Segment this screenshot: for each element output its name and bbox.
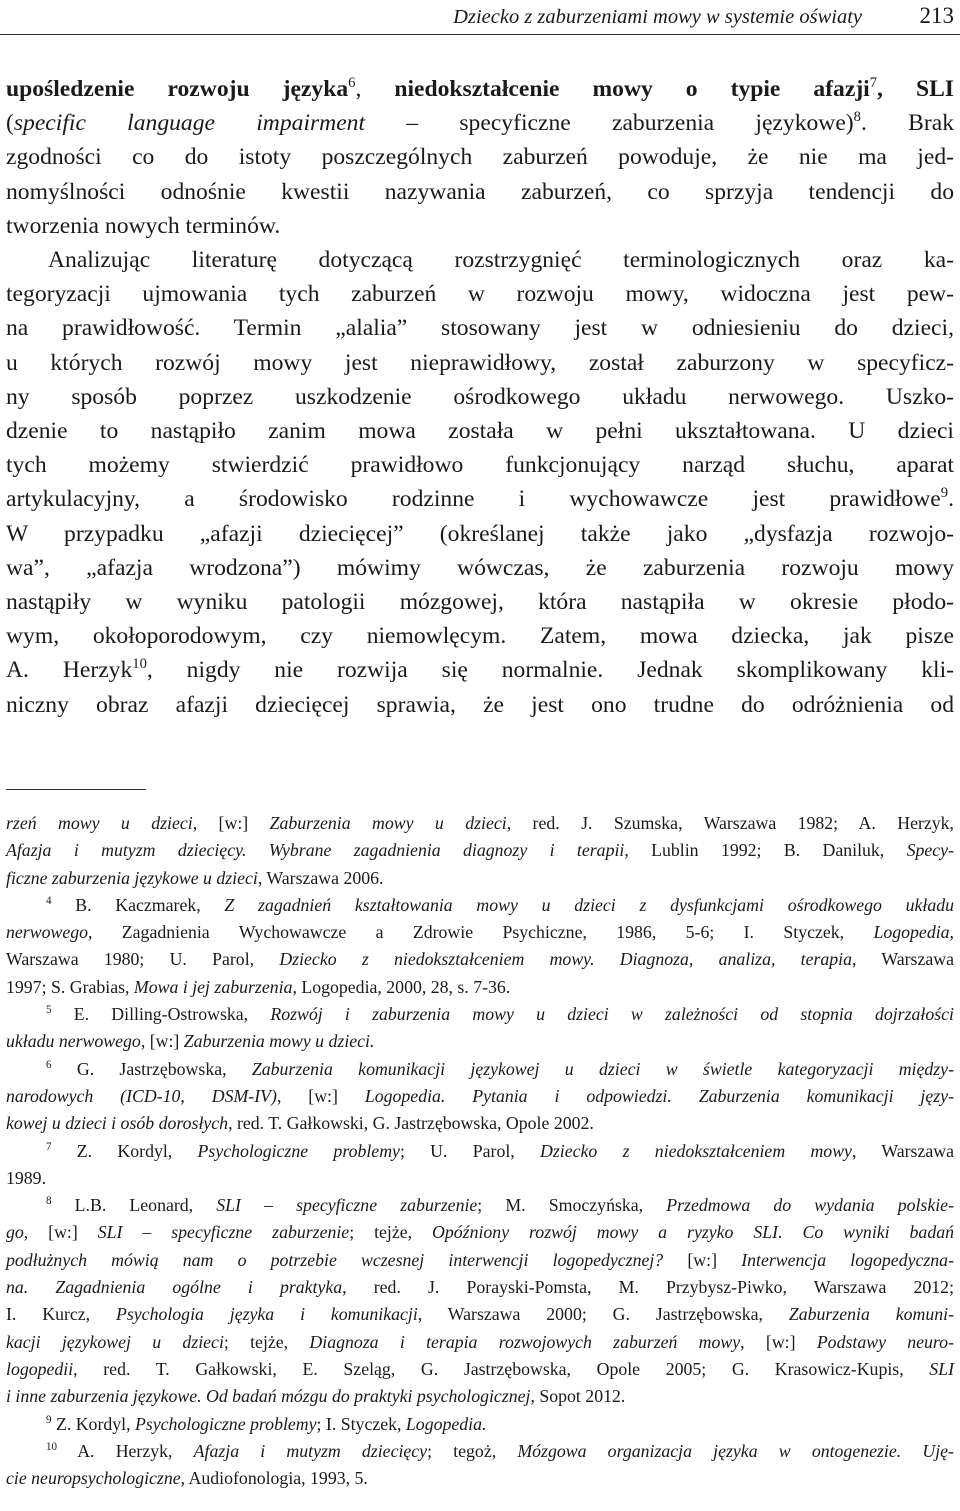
text-span: I. Kurcz, xyxy=(6,1304,116,1325)
text-line: Analizując literaturę dotyczącą rozstrzygnięć terminologicznych oraz ka- xyxy=(48,247,954,274)
text-span: 1997; S. Grabias, xyxy=(6,976,134,997)
footnote-ref: 10 xyxy=(132,656,147,673)
italic-span: Dziecko z niedokształceniem mowy. Diagnoza, analiza, terapia xyxy=(279,949,853,970)
text-span: , Lublin 1992; B. Daniluk, xyxy=(624,840,907,861)
text-span: , [w:] xyxy=(140,1031,184,1052)
italic-span: Interwencja logopedyczna xyxy=(741,1249,949,1270)
italic-span: Podstawy neuro- xyxy=(816,1331,954,1352)
italic-span: kowej u dzieci i osób dorosłych xyxy=(6,1113,229,1134)
footnote-number: 9 xyxy=(46,1413,52,1426)
text-span: [w:] xyxy=(663,1249,742,1270)
italic-span: Logopedia. Pytania i odpowiedzi. Zaburzenia komunikacji języ- xyxy=(364,1085,954,1106)
italic-span: kacji językowej u dzieci xyxy=(6,1331,224,1352)
text-span: . xyxy=(948,486,954,513)
text-span: 1989. xyxy=(6,1167,47,1188)
italic-span: Zaburzenia komuni- xyxy=(788,1304,954,1325)
text-line: u których rozwój mowy jest nieprawidłowy, został zaburzony w specyficz- xyxy=(6,349,954,376)
footnote-line xyxy=(6,1356,954,1383)
text-span: , red. T. Gałkowski, G. Jastrzębowska, Opole 2002. xyxy=(228,1113,594,1134)
footnote-line xyxy=(6,865,954,892)
italic-span: go xyxy=(6,1222,24,1243)
footnote-line xyxy=(6,1274,954,1301)
footnote-10 xyxy=(6,1438,954,1493)
text-span: A. Herzyk xyxy=(6,657,133,684)
footnote-8 xyxy=(6,1192,954,1410)
text-span: Warszawa 1980; U. Parol, xyxy=(6,949,280,970)
text-span: , [w:] xyxy=(192,813,270,833)
footnote-line xyxy=(6,892,954,919)
footnote-9 xyxy=(6,1411,954,1438)
text-span: , Audiofonologia, 1993, 5. xyxy=(180,1468,368,1489)
text-line: na prawidłowość. Termin „alalia” stosowany jest w odniesieniu do dzieci, xyxy=(6,315,954,342)
footnote-line xyxy=(6,1056,954,1083)
italic-span: SLI – specyficzne zaburzenie xyxy=(216,1195,478,1216)
text-span: , [w:] xyxy=(23,1222,98,1243)
footnote-number: 5 xyxy=(46,1004,52,1017)
bold-term: , SLI xyxy=(877,76,954,102)
italic-span: Logopedia xyxy=(873,922,950,943)
text-span: , red. J. Porayski-Pomsta, M. Przybysz-Piwko, Warszawa 2012; xyxy=(342,1277,955,1298)
bold-term: niedokształcenie mowy o typie afazji xyxy=(394,76,870,102)
text-span: , nigdy nie rozwija się normalnie. Jednak skomplikowany kli- xyxy=(146,657,954,684)
text-line: tych możemy stwierdzić prawidłowo funkcjonujący narząd słuchu, aparat xyxy=(6,452,954,479)
text-span: , xyxy=(355,76,395,102)
text-span: , Warszawa 2000; G. Jastrzębowska, xyxy=(417,1304,789,1325)
italic-span: nerwowego xyxy=(6,922,88,943)
italic-span: narodowych (ICD-10, DSM-IV) xyxy=(6,1085,277,1106)
footnotes xyxy=(6,810,954,1492)
text-span: , Warszawa xyxy=(851,1140,954,1161)
italic-span: Psychologia języka i komunikacji xyxy=(116,1304,418,1325)
footnote-line xyxy=(6,837,954,864)
italic-span: cie neuropsychologiczne xyxy=(6,1468,181,1489)
footnote-line xyxy=(6,810,954,837)
text-span: ; I. Styczek, xyxy=(316,1413,406,1434)
italic-span: Zaburzenia mowy u dzieci. xyxy=(183,1031,375,1052)
text-line: W przypadku „afazji dziecięcej” (określanej także jako „dysfazja rozwojo- xyxy=(6,520,954,547)
text-line: nomyślności odnośnie kwestii nazywania zaburzeń, co sprzyja tendencji do xyxy=(6,178,954,205)
text-span: Z. Kordyl, xyxy=(51,1140,198,1161)
text-span: ; M. Smoczyńska, xyxy=(477,1195,667,1216)
text-span: , [w:] xyxy=(276,1085,365,1106)
italic-span: Mowa i jej zaburzenia xyxy=(133,976,293,997)
italic-span: Przedmowa do wydania polskie- xyxy=(666,1195,954,1216)
italic-span: Psychologiczne problemy xyxy=(134,1413,317,1434)
italic-span: Afazja i mutyzm dziecięcy. Wybrane zagadnienia diagnozy i terapii xyxy=(6,840,625,861)
text-line: zgodności co do istoty poszczególnych zaburzeń powoduje, że nie ma jed- xyxy=(6,144,954,171)
footnote-line xyxy=(6,1438,954,1465)
italic-span: Zaburzenia mowy u dzieci xyxy=(269,813,507,833)
bold-term: upośledzenie rozwoju języka xyxy=(6,76,349,102)
footnote-line xyxy=(6,1138,954,1165)
text-span: , red. J. Szumska, Warszawa 1982; A. Herzyk, xyxy=(506,813,955,833)
text-span: L.B. Leonard, xyxy=(51,1195,217,1216)
italic-span: SLI – specyficzne zaburzenie xyxy=(97,1222,350,1243)
footnote-line xyxy=(6,1383,954,1410)
text-span: , [w:] xyxy=(740,1331,817,1352)
italic-span: układu nerwowego xyxy=(6,1031,141,1052)
footnote-4 xyxy=(6,892,954,1001)
footnote-line xyxy=(6,1192,954,1219)
text-span: , Sopot 2012. xyxy=(530,1386,626,1407)
footnote-line xyxy=(6,1083,954,1110)
text-span: ; tegoż, xyxy=(427,1440,518,1461)
page-number: 213 xyxy=(919,3,954,28)
italic-span: Rozwój i zaburzenia mowy u dzieci w zależności od stopnia dojrzałości xyxy=(270,1004,954,1025)
italic-span: Opóźniony rozwój mowy a ryzyko SLI. Co wyniki badań xyxy=(432,1222,954,1243)
text-line xyxy=(6,106,954,140)
italic-span: logopedii xyxy=(6,1358,74,1379)
footnote-line xyxy=(6,974,954,1001)
italic-span: Z zagadnień kształtowania mowy u dzieci z dysfunkcjami ośrodkowego układu xyxy=(224,894,954,915)
footnote-line xyxy=(6,919,954,946)
italic-span: Logopedia. xyxy=(405,1413,487,1434)
paragraph-2 xyxy=(6,243,954,722)
footnote-line xyxy=(6,1165,954,1192)
paragraph-1 xyxy=(6,72,954,243)
footnote-line xyxy=(6,1028,954,1055)
text-span: , Warszawa 2006. xyxy=(257,867,384,888)
footnote-line xyxy=(6,1247,954,1274)
text-line: dzenie to nastąpiło zanim mowa została w pełni ukształtowana. U dzieci xyxy=(6,418,954,445)
italic-span: na. Zagadnienia ogólne i praktyka xyxy=(6,1277,343,1298)
footnote-7 xyxy=(6,1138,954,1193)
italic-span: Afazja i mutyzm dziecięcy xyxy=(193,1440,428,1461)
italic-span: ficzne zaburzenia językowe u dzieci xyxy=(6,867,258,888)
italic-span: i inne zaburzenia językowe. Od badań mózgu do praktyki psychologicznej xyxy=(6,1386,531,1407)
footnote-number: 10 xyxy=(46,1441,58,1453)
italic-span: rzeń mowy u dzieci xyxy=(6,813,193,833)
text-line xyxy=(6,72,954,106)
footnote-line xyxy=(6,1465,954,1492)
italic-span: SLI xyxy=(929,1358,954,1379)
text-span: . Brak xyxy=(860,110,955,137)
footnote-number: 6 xyxy=(46,1058,52,1071)
italic-span: - xyxy=(948,1249,954,1270)
text-span: , red. T. Gałkowski, E. Szeląg, G. Jastrzębowska, Opole 2005; G. Krasowicz-Kupis, xyxy=(73,1358,930,1379)
text-line: wa”, „afazja wrodzona”) mówimy wówczas, że zaburzenia rozwoju mowy xyxy=(6,554,954,581)
text-span: , xyxy=(949,922,954,943)
footnote-number: 8 xyxy=(46,1195,52,1208)
footnote-6 xyxy=(6,1056,954,1138)
text-span: G. Jastrzębowska, xyxy=(51,1058,252,1079)
italic-span: Zaburzenia komunikacji językowej u dzieci w świetle kategoryzacji między- xyxy=(251,1058,954,1079)
footnote-line xyxy=(6,1110,954,1137)
footnote-separator xyxy=(6,789,146,790)
footnote-line xyxy=(6,1301,954,1328)
text-span: Z. Kordyl, xyxy=(51,1413,135,1434)
text-line: ny sposób poprzez uszkodzenie ośrodkowego układu nerwowego. Uszko- xyxy=(6,383,954,410)
italic-span: Diagnoza i terapia rozwojowych zaburzeń mowy xyxy=(309,1331,741,1352)
footnote-line xyxy=(6,1219,954,1246)
text-span: ; tejże, xyxy=(349,1222,433,1243)
text-span: , Logopedia, 2000, 28, s. 7-36. xyxy=(292,976,511,997)
footnote-line xyxy=(6,1001,954,1028)
text-line: tworzenia nowych terminów. xyxy=(6,212,281,239)
text-line: nastąpiły w wyniku patologii mózgowej, która nastąpiła w okresie płodo- xyxy=(6,589,954,616)
text-span: E. Dilling-Ostrowska, xyxy=(51,1004,271,1025)
text-span: , Warszawa xyxy=(852,949,954,970)
footnote-ref: 7 xyxy=(869,74,878,91)
footnote-continuation xyxy=(6,810,954,892)
text-span: A. Herzyk, xyxy=(57,1440,194,1461)
footnote-line xyxy=(6,946,954,973)
italic-span: Specy- xyxy=(906,840,954,861)
footnote-line xyxy=(6,1411,954,1438)
footnote-ref: 6 xyxy=(348,74,356,91)
text-line xyxy=(6,653,954,687)
text-line xyxy=(6,482,954,516)
italic-span: Dziecko z niedokształceniem mowy xyxy=(540,1140,852,1161)
text-line: niczny obraz afazji dziecięcej sprawia, że jest ono trudne do odróżnienia od xyxy=(6,691,954,718)
running-title: Dziecko z zaburzeniami mowy w systemie oświaty xyxy=(453,6,862,28)
text-span: ; tejże, xyxy=(223,1331,310,1352)
running-header xyxy=(0,0,960,35)
footnote-ref: 8 xyxy=(853,109,861,126)
text-span: B. Kaczmarek, xyxy=(51,894,225,915)
italic-span: Psychologiczne problemy xyxy=(197,1140,400,1161)
footnote-5 xyxy=(6,1001,954,1056)
main-text xyxy=(6,72,954,722)
italic-term: specific language impairment xyxy=(13,110,366,137)
italic-span: podłużnych mówią nam o potrzebie wczesnej interwencji logopedycznej? xyxy=(6,1249,664,1270)
text-span: ; U. Parol, xyxy=(399,1140,541,1161)
italic-span: Mózgowa organizacja języka w ontogenezie. Uję- xyxy=(517,1440,954,1461)
text-span: artykulacyjny, a środowisko rodzinne i wychowawcze jest prawidłowe xyxy=(6,486,941,513)
text-span: , Zagadnienia Wychowawcze a Zdrowie Psychiczne, 1986, 5-6; I. Styczek, xyxy=(88,922,874,943)
footnote-ref: 9 xyxy=(940,485,949,502)
text-span: ( xyxy=(6,110,14,137)
text-span: – specyficzne zaburzenia językowe) xyxy=(365,110,854,137)
text-line: wym, okołoporodowym, czy niemowlęcym. Zatem, mowa dziecka, jak pisze xyxy=(6,623,954,650)
text-line: tegoryzacji ujmowania tych zaburzeń w rozwoju mowy, widoczna jest pew- xyxy=(6,281,954,308)
footnote-number: 7 xyxy=(46,1140,52,1153)
footnote-line xyxy=(6,1329,954,1356)
footnote-number: 4 xyxy=(46,895,52,908)
